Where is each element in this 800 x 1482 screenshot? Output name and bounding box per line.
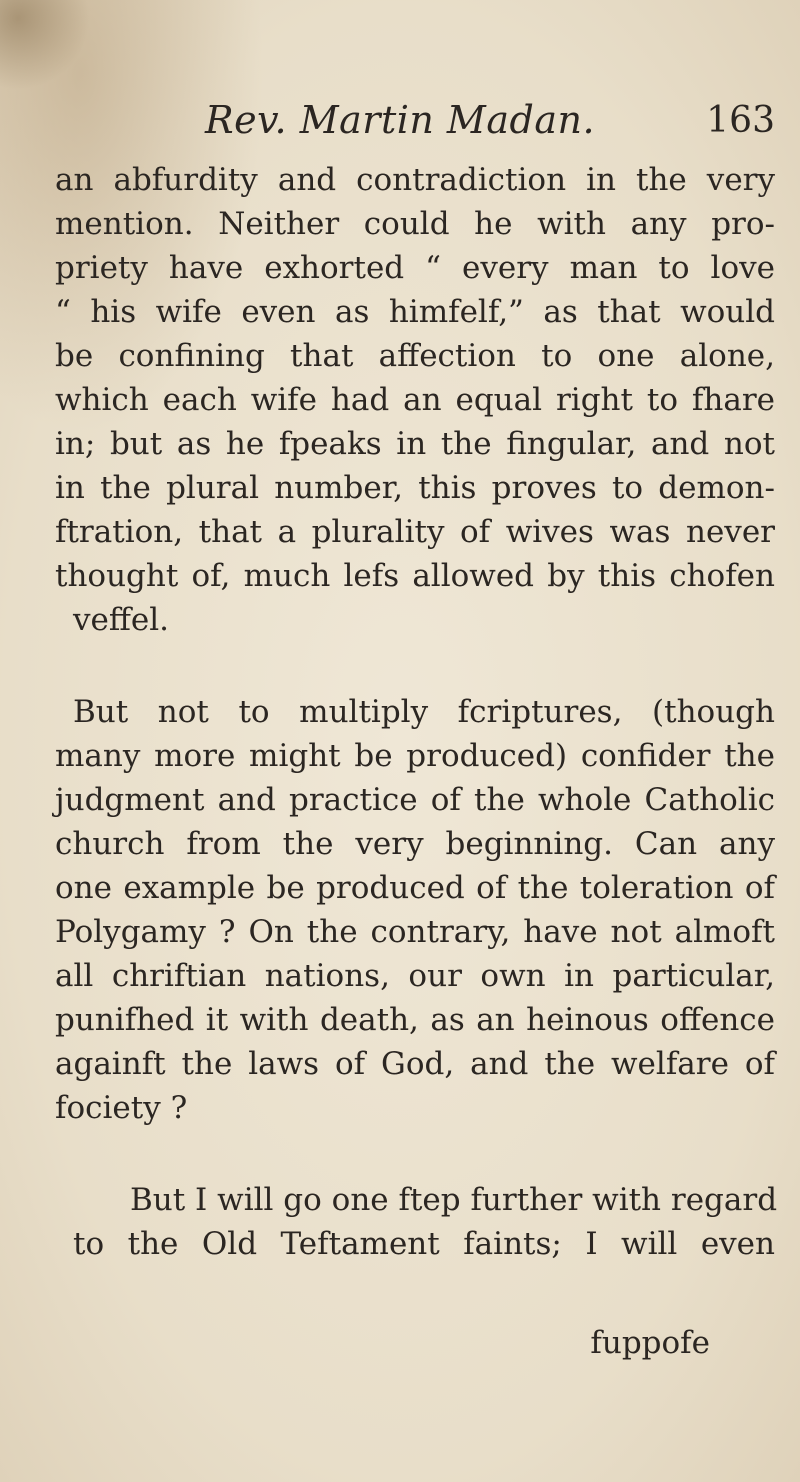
running-head (205, 98, 775, 148)
text-line: fociety ? (55, 1090, 188, 1126)
page-number: 163 (706, 100, 775, 141)
text-line: Polygamy ? On the contrary, have not almoft (55, 914, 775, 950)
text-line: many more might be produced) confider the (55, 738, 775, 774)
text-line: judgment and practice of the whole Catholic (55, 782, 775, 818)
text-line: in the plural number, this proves to demon- (55, 470, 775, 506)
corner-stain (0, 0, 90, 90)
text-line: mention. Neither could he with any pro- (55, 206, 775, 242)
text-line: which each wife had an equal right to fhare (55, 382, 775, 418)
text-line: But not to multiply fcriptures, (though (73, 694, 775, 730)
running-title: Rev. Martin Madan. (205, 98, 596, 142)
text-line: one example be produced of the toleration of (55, 870, 775, 906)
text-line: in; but as he fpeaks in the fingular, and not (55, 426, 775, 462)
text-line: punifhed it with death, as an heinous offence (55, 1002, 775, 1038)
text-line: be confining that affection to one alone, (55, 338, 775, 374)
paragraph-gap (55, 642, 775, 690)
text-line: priety have exhorted “ every man to love (55, 250, 775, 286)
text-line: to the Old Teftament faints; I will even (73, 1226, 775, 1262)
text-line: all chriftian nations, our own in particular, (55, 958, 775, 994)
paragraph-gap (55, 1130, 775, 1178)
text-line: But I will go one ftep further with regard (130, 1182, 778, 1218)
text-line: thought of, much lefs allowed by this chofen (55, 558, 775, 594)
text-line: “ his wife even as himfelf,” as that would (55, 294, 775, 330)
text-line: veffel. (73, 602, 169, 638)
catchword: fuppofe (590, 1325, 710, 1361)
text-line: againft the laws of God, and the welfare of (55, 1046, 775, 1082)
text-line: church from the very beginning. Can any (55, 826, 775, 862)
text-line: an abfurdity and contradiction in the very (55, 162, 775, 198)
text-line: ftration, that a plurality of wives was never (55, 514, 775, 550)
body-text (55, 158, 778, 1266)
